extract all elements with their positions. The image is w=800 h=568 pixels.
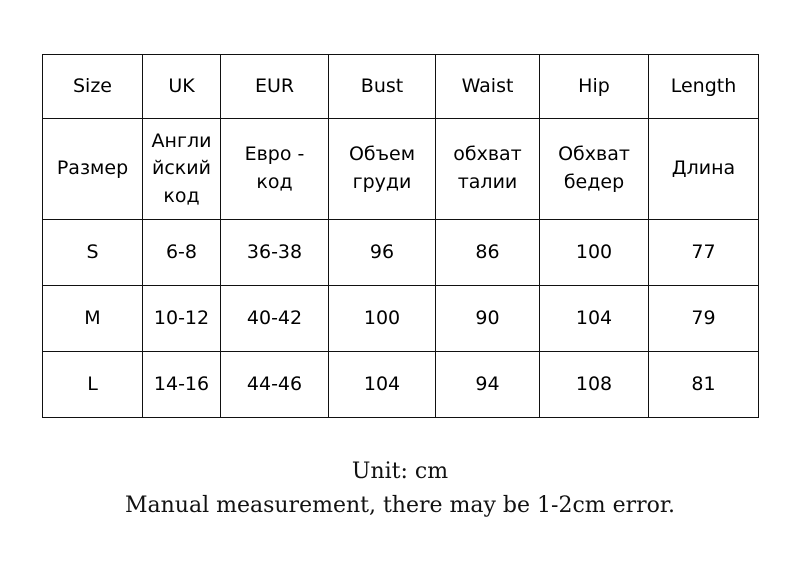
unit-label: Unit: cm <box>351 459 449 484</box>
cell-eur: 44-46 <box>221 352 329 418</box>
cell-uk: 14-16 <box>143 352 221 418</box>
cell-eur: 40-42 <box>221 286 329 352</box>
column-header-ru-uk: Английский код <box>143 119 221 220</box>
cell-hip: 108 <box>540 352 649 418</box>
column-header-hip: Hip <box>540 55 649 119</box>
column-header-ru-waist: обхват талии <box>436 119 540 220</box>
table-header-row-en <box>43 55 759 119</box>
cell-uk: 6-8 <box>143 220 221 286</box>
cell-uk: 10-12 <box>143 286 221 352</box>
size-table <box>42 54 759 418</box>
column-header-waist: Waist <box>436 55 540 119</box>
column-header-bust: Bust <box>329 55 436 119</box>
cell-waist: 94 <box>436 352 540 418</box>
column-header-ru-length: Длина <box>649 119 759 220</box>
cell-hip: 104 <box>540 286 649 352</box>
cell-length: 79 <box>649 286 759 352</box>
column-header-length: Length <box>649 55 759 119</box>
column-header-ru-size: Размер <box>43 119 143 220</box>
size-table-container <box>42 54 758 418</box>
column-header-ru-hip: Обхват бедер <box>540 119 649 220</box>
cell-length: 81 <box>649 352 759 418</box>
footer-note <box>0 455 800 523</box>
cell-eur: 36-38 <box>221 220 329 286</box>
table-row <box>43 286 759 352</box>
cell-size: L <box>43 352 143 418</box>
cell-size: S <box>43 220 143 286</box>
column-header-ru-bust: Объем груди <box>329 119 436 220</box>
cell-waist: 90 <box>436 286 540 352</box>
table-header-row-ru <box>43 119 759 220</box>
cell-hip: 100 <box>540 220 649 286</box>
cell-bust: 104 <box>329 352 436 418</box>
table-row <box>43 352 759 418</box>
column-header-eur: EUR <box>221 55 329 119</box>
measurement-disclaimer: Manual measurement, there may be 1-2cm error. <box>124 493 676 518</box>
column-header-ru-eur: Евро - код <box>221 119 329 220</box>
cell-length: 77 <box>649 220 759 286</box>
cell-bust: 100 <box>329 286 436 352</box>
cell-bust: 96 <box>329 220 436 286</box>
cell-size: M <box>43 286 143 352</box>
column-header-size: Size <box>43 55 143 119</box>
column-header-uk: UK <box>143 55 221 119</box>
cell-waist: 86 <box>436 220 540 286</box>
table-row <box>43 220 759 286</box>
